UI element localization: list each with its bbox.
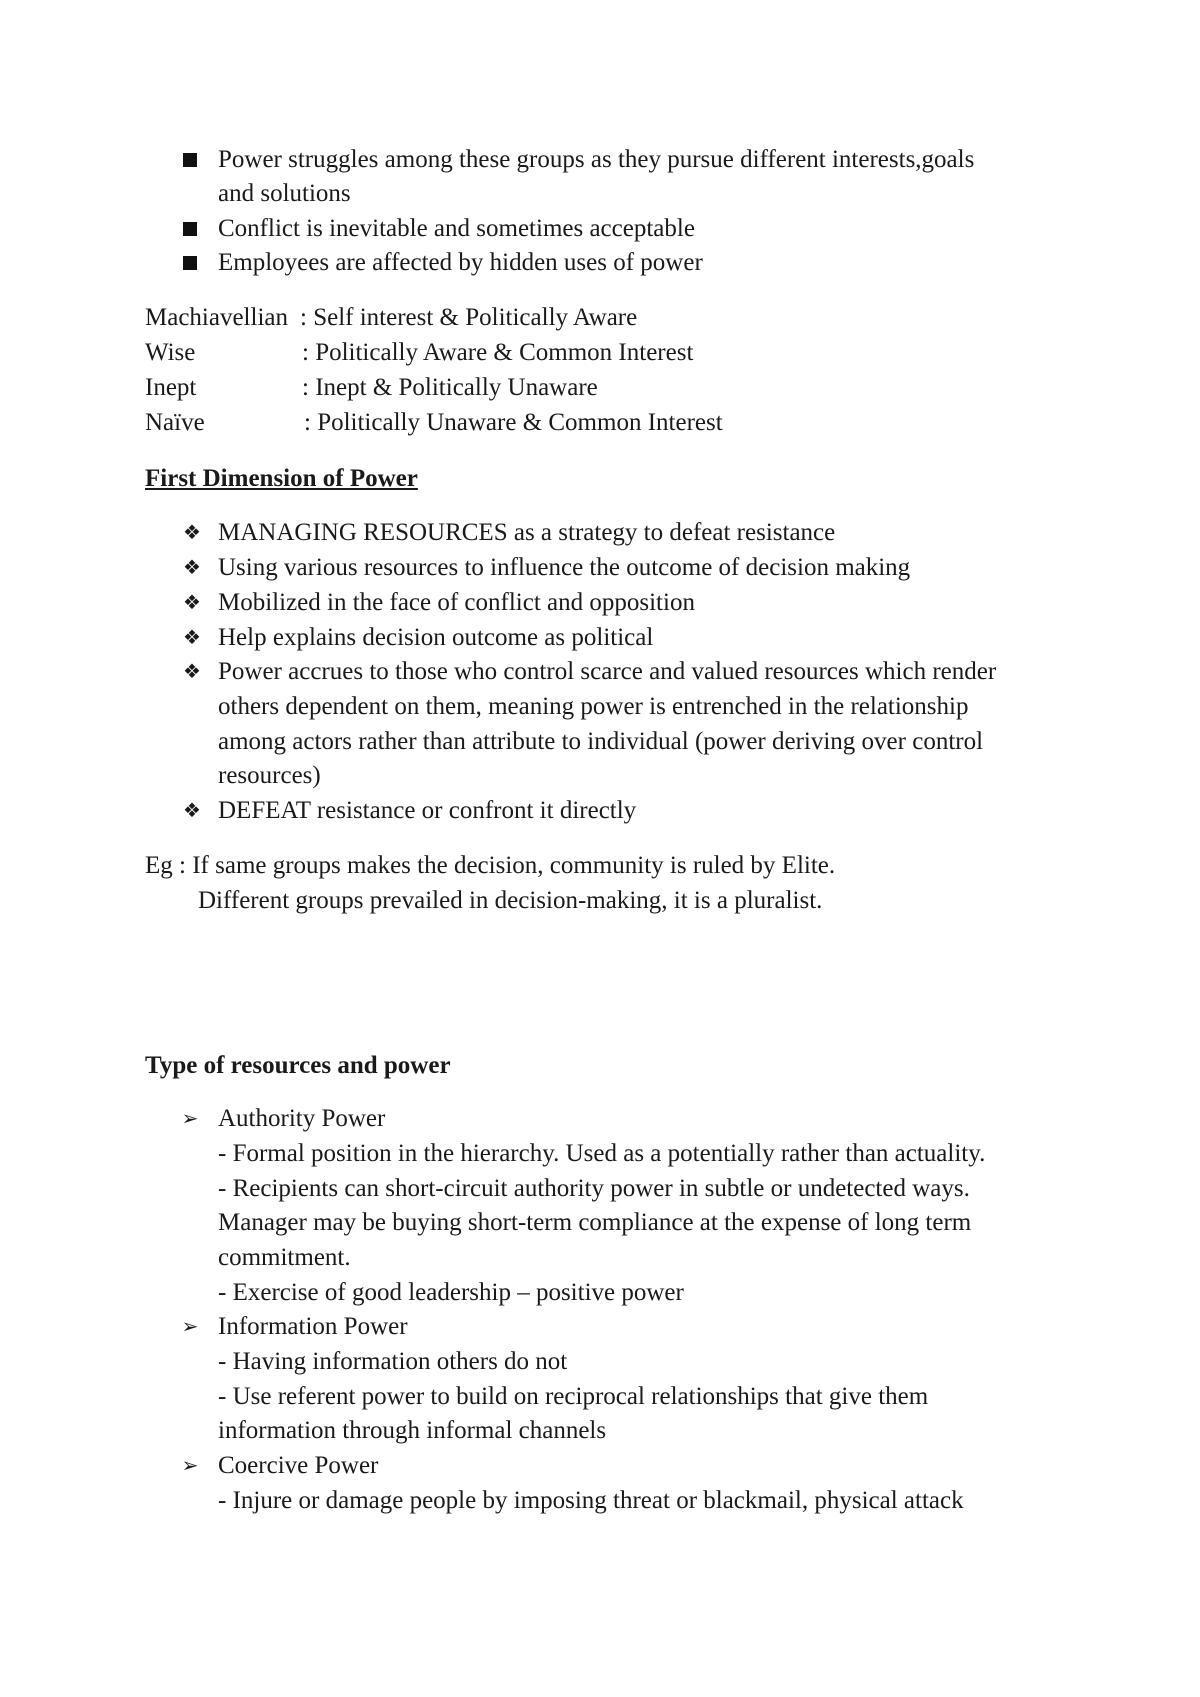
list-item: Help explains decision outcome as political — [218, 624, 654, 651]
resource-detail: - Formal position in the hierarchy. Used as a potentially rather than actuality. — [218, 1140, 986, 1167]
section-heading: First Dimension of Power — [145, 465, 418, 492]
resource-detail: Manager may be buying short-term compliance at the expense of long term — [218, 1209, 972, 1236]
diamond-bullet-icon: ❖ — [183, 522, 201, 544]
resource-detail: - Injure or damage people by imposing threat or blackmail, physical attack — [218, 1487, 964, 1514]
arrow-bullet-icon: ➢ — [181, 1316, 199, 1338]
list-item: Mobilized in the face of conflict and opposition — [218, 589, 695, 616]
definition-value: : Politically Unaware & Common Interest — [304, 409, 723, 436]
list-item-continuation: others dependent on them, meaning power is entrenched in the relationship — [218, 693, 969, 720]
diamond-bullet-icon: ❖ — [183, 661, 201, 683]
list-item-continuation: and solutions — [218, 180, 351, 207]
section-heading: Type of resources and power — [145, 1052, 451, 1079]
diamond-bullet-icon: ❖ — [183, 800, 201, 822]
definition-term: Naïve — [145, 409, 205, 436]
resource-detail: information through informal channels — [218, 1417, 607, 1444]
list-item: Power struggles among these groups as they pursue different interests,goals — [218, 146, 975, 173]
list-item: DEFEAT resistance or confront it directly — [218, 797, 637, 824]
definition-term: Machiavellian — [145, 304, 288, 331]
square-bullet-icon — [178, 143, 202, 177]
definition-value: : Inept & Politically Unaware — [302, 374, 598, 401]
diamond-bullet-icon: ❖ — [183, 627, 201, 649]
resource-title: Authority Power — [218, 1105, 386, 1132]
definition-value: : Self interest & Politically Aware — [300, 304, 638, 331]
definition-term: Wise — [145, 339, 196, 366]
arrow-bullet-icon: ➢ — [181, 1455, 199, 1477]
list-item-continuation: resources) — [218, 762, 321, 789]
definition-value: : Politically Aware & Common Interest — [302, 339, 694, 366]
resource-detail: - Having information others do not — [218, 1348, 568, 1375]
diamond-bullet-icon: ❖ — [183, 557, 201, 579]
square-bullet-icon — [178, 212, 202, 246]
list-item: MANAGING RESOURCES as a strategy to defeat resistance — [218, 519, 836, 546]
resource-detail: commitment. — [218, 1244, 351, 1271]
list-item: Using various resources to influence the outcome of decision making — [218, 554, 911, 581]
list-item: Power accrues to those who control scarce and valued resources which render — [218, 658, 997, 685]
resource-detail: - Exercise of good leadership – positive power — [218, 1279, 684, 1306]
diamond-bullet-icon: ❖ — [183, 592, 201, 614]
resource-title: Information Power — [218, 1313, 408, 1340]
example-text: Eg : If same groups makes the decision, community is ruled by Elite. — [145, 852, 836, 879]
example-text-continuation: Different groups prevailed in decision-making, it is a pluralist. — [198, 887, 823, 914]
definition-term: Inept — [145, 374, 197, 401]
resource-title: Coercive Power — [218, 1452, 379, 1479]
resource-detail: - Recipients can short-circuit authority power in subtle or undetected ways. — [218, 1175, 970, 1202]
list-item-continuation: among actors rather than attribute to individual (power deriving over control — [218, 728, 984, 755]
list-item: Conflict is inevitable and sometimes acceptable — [218, 215, 695, 242]
list-item: Employees are affected by hidden uses of power — [218, 249, 703, 276]
arrow-bullet-icon: ➢ — [181, 1108, 199, 1130]
resource-detail: - Use referent power to build on reciprocal relationships that give them — [218, 1383, 929, 1410]
square-bullet-icon — [178, 246, 202, 280]
